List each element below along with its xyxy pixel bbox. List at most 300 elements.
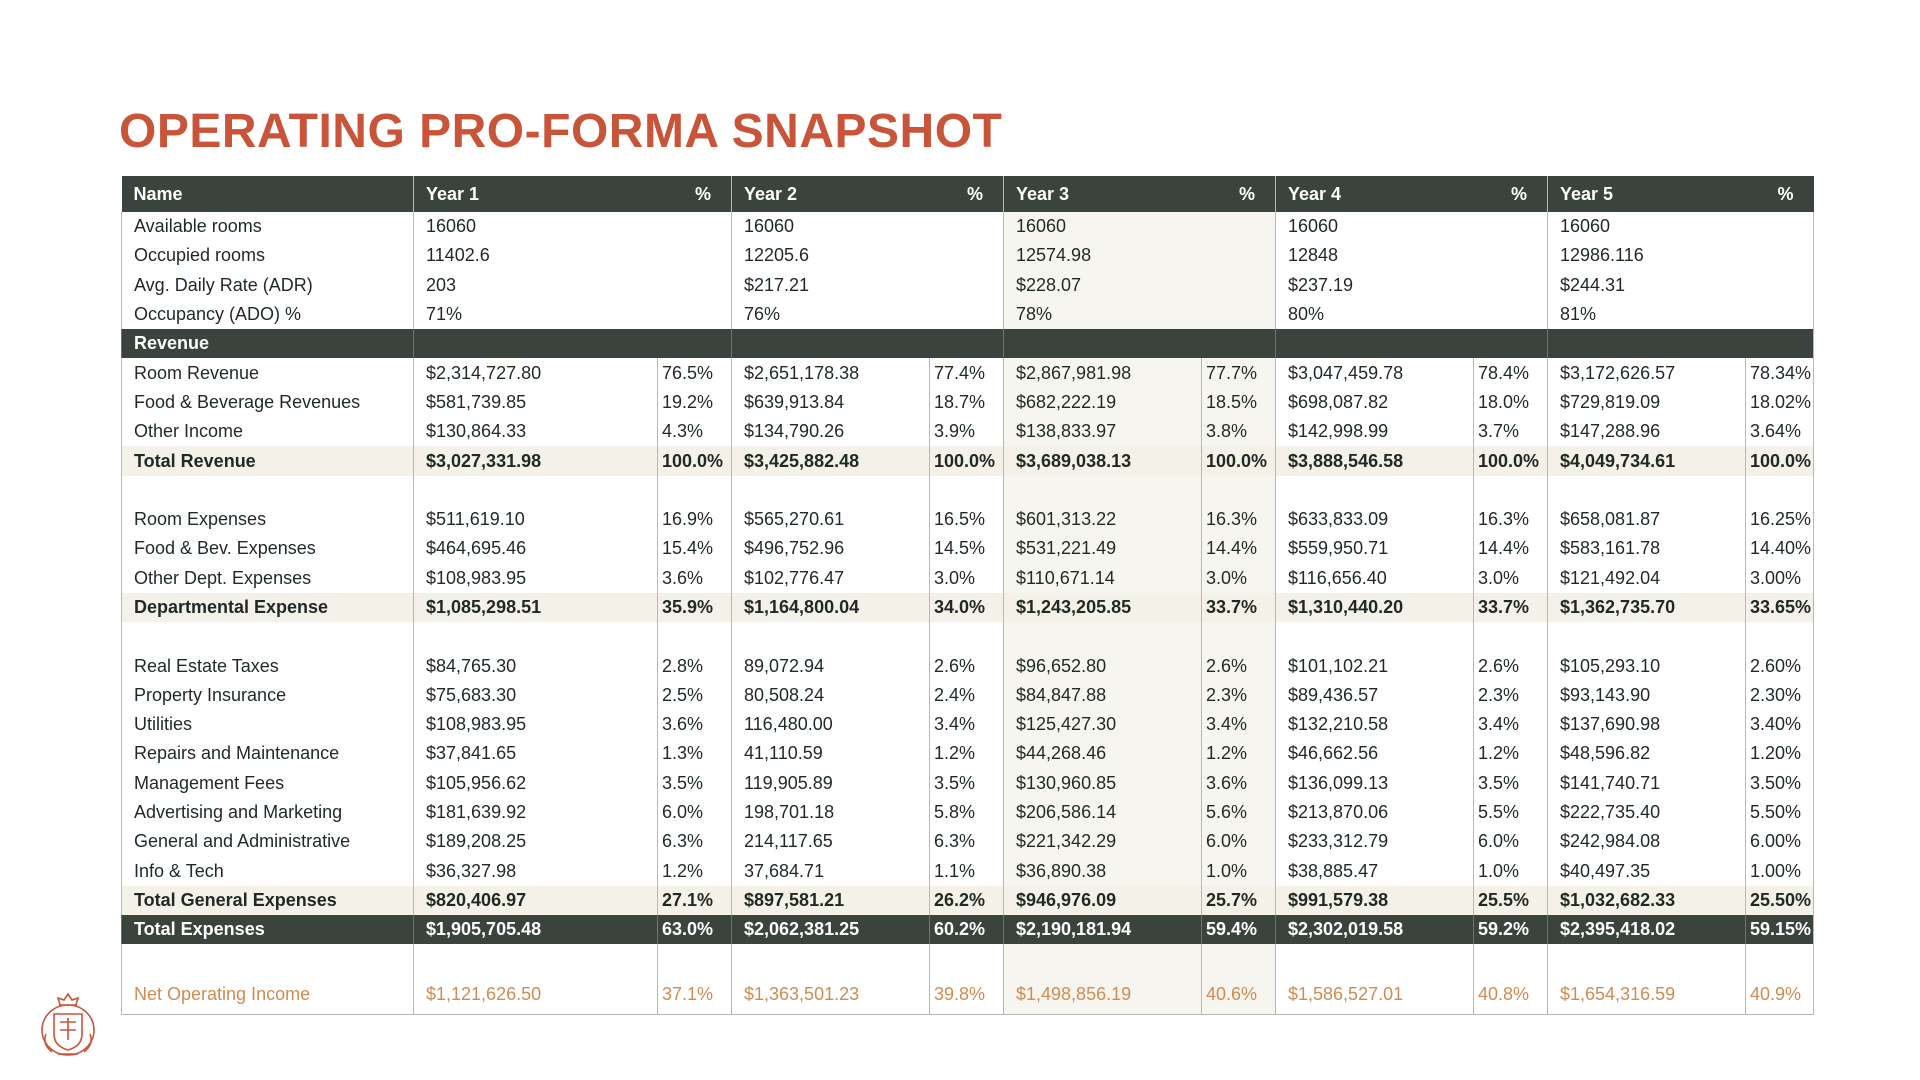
metric-value-year-5: 81%: [1548, 300, 1814, 329]
pct-year-1: 2.8%: [658, 651, 732, 680]
pct-year-5: 3.64%: [1746, 417, 1814, 446]
value-year-2: 80,508.24: [732, 681, 930, 710]
header-year-1: Year 1: [414, 176, 658, 212]
value-year-1: $105,956.62: [414, 769, 658, 798]
spacer-row: [122, 476, 1814, 505]
value-year-4: $3,888,546.58: [1276, 446, 1474, 475]
pct-year-3: 1.2%: [1202, 739, 1276, 768]
metric-value-year-1: 203: [414, 271, 732, 300]
pct-year-5: 3.00%: [1746, 564, 1814, 593]
value-year-5: $583,161.78: [1548, 534, 1746, 563]
value-year-2: 119,905.89: [732, 769, 930, 798]
pct-year-2: 3.9%: [930, 417, 1004, 446]
pct-year-5: 2.60%: [1746, 651, 1814, 680]
header-year-4: Year 4: [1276, 176, 1474, 212]
metric-value-year-3: 78%: [1004, 300, 1276, 329]
row-label: Avg. Daily Rate (ADR): [122, 271, 414, 300]
pct-year-5: 78.34%: [1746, 358, 1814, 387]
row-label: General and Administrative: [122, 827, 414, 856]
pro-forma-table: [121, 176, 1814, 1015]
value-year-5: $105,293.10: [1548, 651, 1746, 680]
value-year-4: $698,087.82: [1276, 388, 1474, 417]
pct-year-2: 77.4%: [930, 358, 1004, 387]
row-label: Room Expenses: [122, 505, 414, 534]
dept-expense-row: [122, 505, 1814, 534]
pct-year-3: 3.6%: [1202, 769, 1276, 798]
row-label: Departmental Expense: [122, 593, 414, 622]
pct-year-4: 33.7%: [1474, 593, 1548, 622]
pct-year-3: 5.6%: [1202, 798, 1276, 827]
pct-year-1: 2.5%: [658, 681, 732, 710]
pct-year-1: 3.5%: [658, 769, 732, 798]
pct-year-4: 14.4%: [1474, 534, 1548, 563]
pct-year-2: 5.8%: [930, 798, 1004, 827]
value-year-3: $130,960.85: [1004, 769, 1202, 798]
metric-value-year-5: 16060: [1548, 212, 1814, 241]
value-year-1: $75,683.30: [414, 681, 658, 710]
row-label: Property Insurance: [122, 681, 414, 710]
metric-value-year-3: $228.07: [1004, 271, 1276, 300]
value-year-4: $559,950.71: [1276, 534, 1474, 563]
value-year-3: $84,847.88: [1004, 681, 1202, 710]
value-year-1: $37,841.65: [414, 739, 658, 768]
value-year-5: $3,172,626.57: [1548, 358, 1746, 387]
pct-year-2: 14.5%: [930, 534, 1004, 563]
pct-year-3: 59.4%: [1202, 915, 1276, 944]
value-year-3: $531,221.49: [1004, 534, 1202, 563]
pct-year-3: 40.6%: [1202, 974, 1276, 1015]
pct-year-2: 1.2%: [930, 739, 1004, 768]
net-operating-income-row: [122, 974, 1814, 1015]
value-year-5: $1,032,682.33: [1548, 886, 1746, 915]
value-year-2: 41,110.59: [732, 739, 930, 768]
pct-year-2: 16.5%: [930, 505, 1004, 534]
pct-year-5: 18.02%: [1746, 388, 1814, 417]
metric-row: [122, 271, 1814, 300]
value-year-3: $110,671.14: [1004, 564, 1202, 593]
pct-year-5: 40.9%: [1746, 974, 1814, 1015]
pct-year-4: 100.0%: [1474, 446, 1548, 475]
pct-year-5: 3.50%: [1746, 769, 1814, 798]
value-year-4: $116,656.40: [1276, 564, 1474, 593]
value-year-5: $2,395,418.02: [1548, 915, 1746, 944]
pct-year-3: 6.0%: [1202, 827, 1276, 856]
pct-year-4: 3.7%: [1474, 417, 1548, 446]
value-year-2: 116,480.00: [732, 710, 930, 739]
spacer-cell: [1474, 944, 1548, 973]
pct-year-1: 6.0%: [658, 798, 732, 827]
value-year-5: $242,984.08: [1548, 827, 1746, 856]
pct-year-2: 39.8%: [930, 974, 1004, 1015]
metric-value-year-4: 16060: [1276, 212, 1548, 241]
dept-expense-row: [122, 534, 1814, 563]
pct-year-4: 3.4%: [1474, 710, 1548, 739]
pct-year-2: 100.0%: [930, 446, 1004, 475]
value-year-5: $1,362,735.70: [1548, 593, 1746, 622]
metric-value-year-4: 12848: [1276, 241, 1548, 270]
value-year-5: $729,819.09: [1548, 388, 1746, 417]
value-year-3: $125,427.30: [1004, 710, 1202, 739]
crest-icon: [38, 990, 98, 1060]
pct-year-1: 16.9%: [658, 505, 732, 534]
spacer-cell: [1276, 622, 1474, 651]
row-label: Total Expenses: [122, 915, 414, 944]
spacer-cell: [414, 944, 658, 973]
spacer-cell: [1004, 476, 1202, 505]
pct-year-4: 3.0%: [1474, 564, 1548, 593]
pct-year-3: 3.0%: [1202, 564, 1276, 593]
pct-year-1: 100.0%: [658, 446, 732, 475]
value-year-4: $142,998.99: [1276, 417, 1474, 446]
pct-year-2: 3.5%: [930, 769, 1004, 798]
spacer-cell: [122, 476, 414, 505]
value-year-5: $147,288.96: [1548, 417, 1746, 446]
metric-row: [122, 241, 1814, 270]
row-label: Other Dept. Expenses: [122, 564, 414, 593]
value-year-2: $1,164,800.04: [732, 593, 930, 622]
pct-year-1: 15.4%: [658, 534, 732, 563]
spacer-cell: [1202, 476, 1276, 505]
value-year-1: $511,619.10: [414, 505, 658, 534]
value-year-4: $1,586,527.01: [1276, 974, 1474, 1015]
value-year-2: $102,776.47: [732, 564, 930, 593]
row-label: Total Revenue: [122, 446, 414, 475]
total-revenue-row: [122, 446, 1814, 475]
value-year-3: $3,689,038.13: [1004, 446, 1202, 475]
pct-year-2: 6.3%: [930, 827, 1004, 856]
value-year-4: $2,302,019.58: [1276, 915, 1474, 944]
header-year-5: Year 5: [1548, 176, 1746, 212]
pct-year-2: 2.6%: [930, 651, 1004, 680]
value-year-2: $2,062,381.25: [732, 915, 930, 944]
value-year-2: $2,651,178.38: [732, 358, 930, 387]
section-filler: [414, 329, 732, 358]
metric-value-year-5: $244.31: [1548, 271, 1814, 300]
spacer-cell: [658, 476, 732, 505]
spacer-cell: [414, 622, 658, 651]
metric-row: [122, 212, 1814, 241]
header-pct-3: %: [1202, 176, 1276, 212]
section-label: Revenue: [122, 329, 414, 358]
pct-year-5: 16.25%: [1746, 505, 1814, 534]
spacer-cell: [732, 476, 930, 505]
spacer-cell: [1548, 944, 1746, 973]
spacer-cell: [1548, 622, 1746, 651]
pct-year-3: 16.3%: [1202, 505, 1276, 534]
section-filler: [732, 329, 1004, 358]
value-year-1: $1,085,298.51: [414, 593, 658, 622]
value-year-3: $36,890.38: [1004, 857, 1202, 886]
pct-year-3: 3.8%: [1202, 417, 1276, 446]
pct-year-1: 35.9%: [658, 593, 732, 622]
value-year-3: $2,867,981.98: [1004, 358, 1202, 387]
value-year-2: 214,117.65: [732, 827, 930, 856]
pct-year-4: 2.3%: [1474, 681, 1548, 710]
pct-year-1: 1.2%: [658, 857, 732, 886]
pct-year-1: 4.3%: [658, 417, 732, 446]
value-year-2: $639,913.84: [732, 388, 930, 417]
value-year-5: $141,740.71: [1548, 769, 1746, 798]
pct-year-3: 18.5%: [1202, 388, 1276, 417]
pct-year-2: 34.0%: [930, 593, 1004, 622]
value-year-1: $36,327.98: [414, 857, 658, 886]
value-year-1: $84,765.30: [414, 651, 658, 680]
value-year-1: $108,983.95: [414, 710, 658, 739]
value-year-5: $4,049,734.61: [1548, 446, 1746, 475]
row-label: Room Revenue: [122, 358, 414, 387]
spacer-cell: [122, 944, 414, 973]
pct-year-1: 3.6%: [658, 710, 732, 739]
spacer-cell: [414, 476, 658, 505]
value-year-3: $2,190,181.94: [1004, 915, 1202, 944]
pct-year-4: 5.5%: [1474, 798, 1548, 827]
metric-value-year-5: 12986.116: [1548, 241, 1814, 270]
pct-year-1: 19.2%: [658, 388, 732, 417]
row-label: Other Income: [122, 417, 414, 446]
value-year-2: $1,363,501.23: [732, 974, 930, 1015]
value-year-4: $213,870.06: [1276, 798, 1474, 827]
value-year-5: $658,081.87: [1548, 505, 1746, 534]
metric-value-year-3: 16060: [1004, 212, 1276, 241]
spacer-cell: [732, 622, 930, 651]
pct-year-3: 77.7%: [1202, 358, 1276, 387]
header-year-2: Year 2: [732, 176, 930, 212]
value-year-2: $565,270.61: [732, 505, 930, 534]
departmental-expense-row: [122, 593, 1814, 622]
general-expense-row: [122, 857, 1814, 886]
row-label: Real Estate Taxes: [122, 651, 414, 680]
value-year-3: $1,498,856.19: [1004, 974, 1202, 1015]
spacer-cell: [930, 476, 1004, 505]
spacer-row: [122, 622, 1814, 651]
value-year-2: 198,701.18: [732, 798, 930, 827]
pct-year-5: 59.15%: [1746, 915, 1814, 944]
spacer-row: [122, 944, 1814, 973]
pct-year-4: 18.0%: [1474, 388, 1548, 417]
row-label: Total General Expenses: [122, 886, 414, 915]
row-label: Management Fees: [122, 769, 414, 798]
value-year-3: $1,243,205.85: [1004, 593, 1202, 622]
pct-year-4: 6.0%: [1474, 827, 1548, 856]
general-expense-row: [122, 798, 1814, 827]
pct-year-3: 1.0%: [1202, 857, 1276, 886]
pct-year-2: 3.4%: [930, 710, 1004, 739]
metric-value-year-2: 16060: [732, 212, 1004, 241]
general-expense-row: [122, 710, 1814, 739]
pct-year-3: 14.4%: [1202, 534, 1276, 563]
pct-year-3: 3.4%: [1202, 710, 1276, 739]
pct-year-4: 78.4%: [1474, 358, 1548, 387]
value-year-1: $464,695.46: [414, 534, 658, 563]
page-title: OPERATING PRO-FORMA SNAPSHOT: [119, 105, 1003, 158]
value-year-4: $633,833.09: [1276, 505, 1474, 534]
pct-year-2: 3.0%: [930, 564, 1004, 593]
value-year-1: $130,864.33: [414, 417, 658, 446]
pct-year-1: 3.6%: [658, 564, 732, 593]
value-year-3: $206,586.14: [1004, 798, 1202, 827]
value-year-1: $1,121,626.50: [414, 974, 658, 1015]
spacer-cell: [1746, 622, 1814, 651]
spacer-cell: [1548, 476, 1746, 505]
section-filler: [1004, 329, 1276, 358]
value-year-5: $48,596.82: [1548, 739, 1746, 768]
metric-value-year-2: $217.21: [732, 271, 1004, 300]
spacer-cell: [930, 622, 1004, 651]
value-year-4: $136,099.13: [1276, 769, 1474, 798]
value-year-2: $3,425,882.48: [732, 446, 930, 475]
value-year-3: $682,222.19: [1004, 388, 1202, 417]
metric-value-year-1: 71%: [414, 300, 732, 329]
value-year-4: $38,885.47: [1276, 857, 1474, 886]
pct-year-4: 16.3%: [1474, 505, 1548, 534]
pct-year-5: 100.0%: [1746, 446, 1814, 475]
metric-value-year-2: 12205.6: [732, 241, 1004, 270]
value-year-2: $897,581.21: [732, 886, 930, 915]
value-year-5: $222,735.40: [1548, 798, 1746, 827]
metric-row: [122, 300, 1814, 329]
spacer-cell: [1276, 944, 1474, 973]
value-year-3: $601,313.22: [1004, 505, 1202, 534]
value-year-2: $134,790.26: [732, 417, 930, 446]
section-filler: [1276, 329, 1548, 358]
value-year-2: 89,072.94: [732, 651, 930, 680]
row-label: Repairs and Maintenance: [122, 739, 414, 768]
value-year-3: $221,342.29: [1004, 827, 1202, 856]
pct-year-5: 33.65%: [1746, 593, 1814, 622]
general-expense-row: [122, 769, 1814, 798]
spacer-cell: [1202, 944, 1276, 973]
value-year-4: $1,310,440.20: [1276, 593, 1474, 622]
pct-year-4: 59.2%: [1474, 915, 1548, 944]
spacer-cell: [1474, 476, 1548, 505]
total-expenses-row: [122, 915, 1814, 944]
spacer-cell: [658, 622, 732, 651]
pct-year-3: 100.0%: [1202, 446, 1276, 475]
pct-year-5: 6.00%: [1746, 827, 1814, 856]
value-year-5: $121,492.04: [1548, 564, 1746, 593]
header-pct-1: %: [658, 176, 732, 212]
pct-year-5: 5.50%: [1746, 798, 1814, 827]
value-year-1: $581,739.85: [414, 388, 658, 417]
spacer-cell: [1746, 476, 1814, 505]
pct-year-1: 1.3%: [658, 739, 732, 768]
spacer-cell: [1276, 476, 1474, 505]
value-year-1: $189,208.25: [414, 827, 658, 856]
row-label: Available rooms: [122, 212, 414, 241]
general-expense-row: [122, 827, 1814, 856]
spacer-cell: [930, 944, 1004, 973]
value-year-4: $132,210.58: [1276, 710, 1474, 739]
value-year-3: $44,268.46: [1004, 739, 1202, 768]
pct-year-4: 40.8%: [1474, 974, 1548, 1015]
general-expense-row: [122, 651, 1814, 680]
metric-value-year-3: 12574.98: [1004, 241, 1276, 270]
pct-year-2: 60.2%: [930, 915, 1004, 944]
header-year-3: Year 3: [1004, 176, 1202, 212]
header-name: Name: [122, 176, 414, 212]
row-label: Info & Tech: [122, 857, 414, 886]
spacer-cell: [1474, 622, 1548, 651]
general-expense-row: [122, 739, 1814, 768]
value-year-4: $46,662.56: [1276, 739, 1474, 768]
pct-year-5: 1.20%: [1746, 739, 1814, 768]
header-row: [122, 176, 1814, 212]
revenue-row: [122, 358, 1814, 387]
pct-year-5: 2.30%: [1746, 681, 1814, 710]
revenue-section-header: [122, 329, 1814, 358]
value-year-4: $101,102.21: [1276, 651, 1474, 680]
pct-year-1: 63.0%: [658, 915, 732, 944]
value-year-5: $1,654,316.59: [1548, 974, 1746, 1015]
value-year-5: $93,143.90: [1548, 681, 1746, 710]
spacer-cell: [1004, 944, 1202, 973]
value-year-2: $496,752.96: [732, 534, 930, 563]
header-pct-2: %: [930, 176, 1004, 212]
pct-year-4: 2.6%: [1474, 651, 1548, 680]
pct-year-4: 1.0%: [1474, 857, 1548, 886]
value-year-4: $3,047,459.78: [1276, 358, 1474, 387]
spacer-cell: [1004, 622, 1202, 651]
value-year-4: $991,579.38: [1276, 886, 1474, 915]
metric-value-year-1: 16060: [414, 212, 732, 241]
pct-year-2: 2.4%: [930, 681, 1004, 710]
row-label: Advertising and Marketing: [122, 798, 414, 827]
pct-year-2: 18.7%: [930, 388, 1004, 417]
header-pct-5: %: [1746, 176, 1814, 212]
value-year-3: $96,652.80: [1004, 651, 1202, 680]
value-year-1: $108,983.95: [414, 564, 658, 593]
value-year-5: $40,497.35: [1548, 857, 1746, 886]
pct-year-3: 2.3%: [1202, 681, 1276, 710]
spacer-cell: [122, 622, 414, 651]
spacer-cell: [1202, 622, 1276, 651]
row-label: Occupancy (ADO) %: [122, 300, 414, 329]
revenue-row: [122, 417, 1814, 446]
value-year-1: $2,314,727.80: [414, 358, 658, 387]
pct-year-4: 3.5%: [1474, 769, 1548, 798]
header-pct-4: %: [1474, 176, 1548, 212]
metric-value-year-4: $237.19: [1276, 271, 1548, 300]
value-year-4: $233,312.79: [1276, 827, 1474, 856]
general-expense-row: [122, 681, 1814, 710]
pct-year-5: 3.40%: [1746, 710, 1814, 739]
metric-value-year-4: 80%: [1276, 300, 1548, 329]
value-year-4: $89,436.57: [1276, 681, 1474, 710]
dept-expense-row: [122, 564, 1814, 593]
row-label: Occupied rooms: [122, 241, 414, 270]
pct-year-5: 1.00%: [1746, 857, 1814, 886]
pct-year-3: 25.7%: [1202, 886, 1276, 915]
spacer-cell: [1746, 944, 1814, 973]
total-general-expenses-row: [122, 886, 1814, 915]
pct-year-1: 37.1%: [658, 974, 732, 1015]
pct-year-3: 2.6%: [1202, 651, 1276, 680]
pct-year-4: 25.5%: [1474, 886, 1548, 915]
pct-year-2: 26.2%: [930, 886, 1004, 915]
row-label: Food & Beverage Revenues: [122, 388, 414, 417]
spacer-cell: [658, 944, 732, 973]
row-label: Net Operating Income: [122, 974, 414, 1015]
value-year-5: $137,690.98: [1548, 710, 1746, 739]
value-year-3: $138,833.97: [1004, 417, 1202, 446]
pct-year-3: 33.7%: [1202, 593, 1276, 622]
value-year-1: $820,406.97: [414, 886, 658, 915]
pct-year-5: 25.50%: [1746, 886, 1814, 915]
spacer-cell: [732, 944, 930, 973]
pct-year-1: 27.1%: [658, 886, 732, 915]
metric-value-year-1: 11402.6: [414, 241, 732, 270]
pct-year-1: 6.3%: [658, 827, 732, 856]
